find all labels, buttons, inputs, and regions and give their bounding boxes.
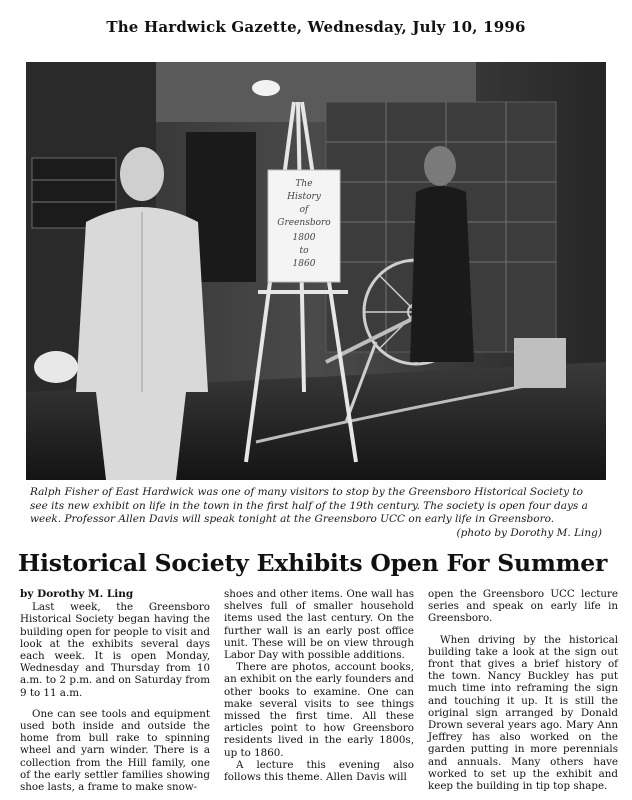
sign-line: of bbox=[299, 205, 309, 215]
paragraph: open the Greensboro UCC lecture series and speak on early life in Greensboro. bbox=[428, 588, 618, 625]
paragraph: A lecture this evening also follows this theme. Allen Davis will bbox=[224, 758, 414, 784]
photo-caption bbox=[30, 486, 602, 540]
paragraph: When driving by the historical building take a look at the sign out front that gives a brief history of the town. Nancy Buckley has put much time into reframing the sign and touching it up. It is still the original sign arranged by Donald Drown several years ago. Mary Ann Jeffrey has also worked on the garden putting in more perennials and annuals. Many others have worked to set up the exhibit and keep the building in tip top shape. bbox=[428, 633, 618, 793]
exhibit-photo bbox=[26, 62, 606, 480]
ceiling-lamp bbox=[252, 80, 280, 96]
paragraph: One can see tools and equipment used both inside and outside the home from bull rake to spinning wheel and yarn winder. There is a collection from the Hill family, one of the early settler families showing shoe lasts, a frame to make snow- bbox=[20, 707, 210, 794]
bucket-right bbox=[514, 338, 566, 388]
article-column-2 bbox=[224, 588, 414, 800]
sign-line: The bbox=[295, 179, 313, 189]
paragraph: There are photos, account books, an exhibit on the early founders and other books to examine. One can make several visits to see things missed the first time. All these articles point to how Greensboro residents lived in the early 1800s, up to 1860. bbox=[224, 661, 414, 759]
sign-line: History bbox=[287, 192, 321, 202]
photo-credit: (photo by Dorothy M. Ling) bbox=[456, 526, 602, 539]
sign-line: to bbox=[299, 246, 309, 256]
article-column-3 bbox=[428, 588, 618, 800]
article-headline: Historical Society Exhibits Open For Summer bbox=[18, 549, 608, 577]
byline: by Dorothy M. Ling bbox=[20, 588, 134, 600]
article-column-1 bbox=[20, 588, 210, 800]
sign-line: Greensboro bbox=[277, 218, 331, 228]
bucket-left bbox=[34, 351, 78, 383]
paragraph: Last week, the Greensboro Historical Society began having the building open for people to visit and look at the exhibits several days each week. It is open Monday, Wednesday and Thursday from 10 a.m. to 2 p.m. and on Saturday from 9 to 11 a.m. bbox=[20, 601, 210, 699]
exhibit-photo-illustration bbox=[26, 62, 606, 480]
caption-text: Ralph Fisher of East Hardwick was one of many visitors to stop by the Greensboro Historical Society to see its new exhibit on life in the town in the first half of the 19th century. The society is open four days a week. Professor Allen Davis will speak tonight at the Greensboro UCC on early life in Greensboro. bbox=[30, 486, 588, 526]
masthead: The Hardwick Gazette, Wednesday, July 10, 1996 bbox=[106, 18, 526, 36]
sign-line: 1860 bbox=[292, 259, 316, 269]
sign-line: 1800 bbox=[292, 233, 316, 243]
paragraph: shoes and other items. One wall has shelves full of smaller household items used the last century. On the further wall is an early post office unit. These will be on view through Labor Day with possible additions. bbox=[224, 588, 414, 662]
article-body bbox=[20, 588, 618, 800]
